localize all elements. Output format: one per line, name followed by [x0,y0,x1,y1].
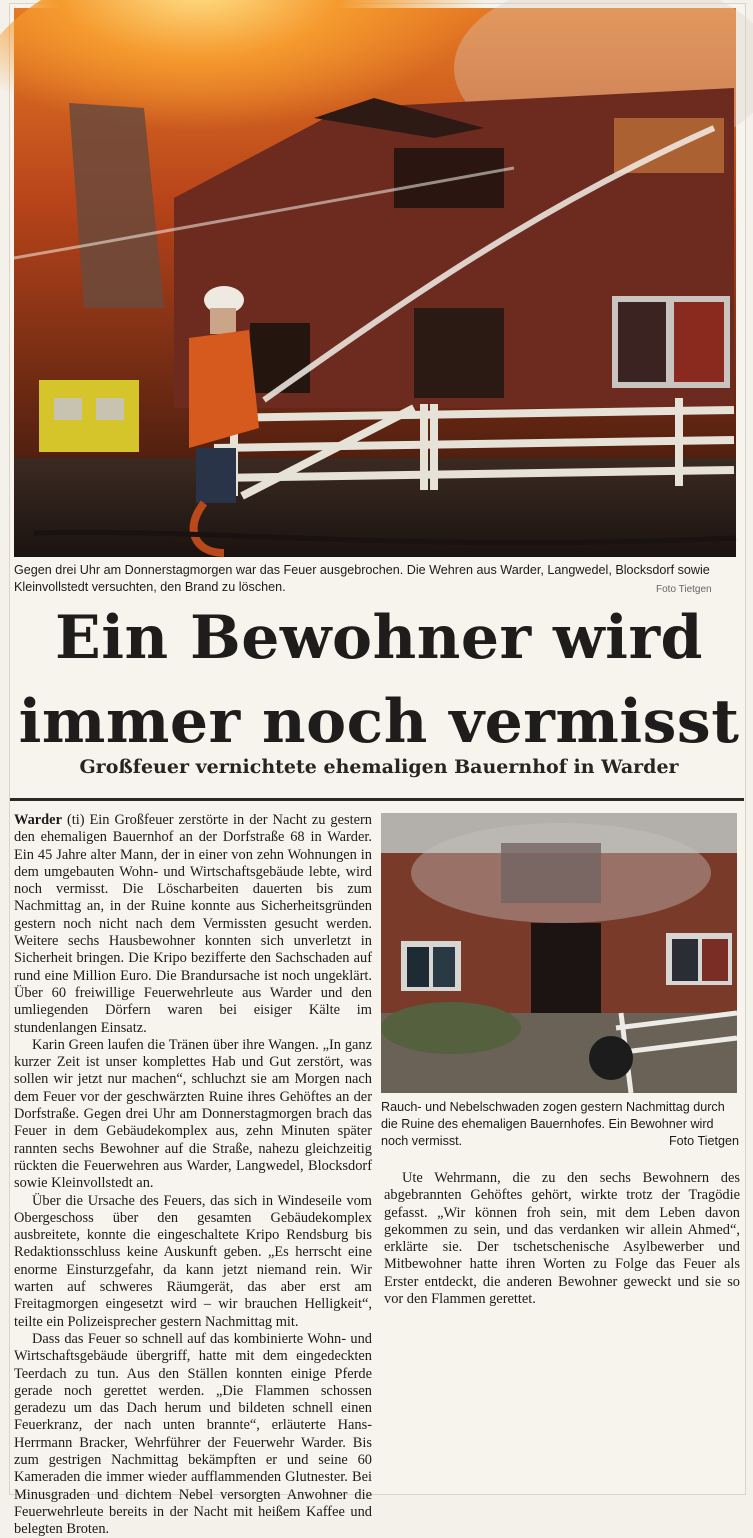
article-column-right [384,1170,740,1308]
ruin-photo-credit: Foto Tietgen [668,1134,739,1148]
fire-photo [14,8,736,557]
subheadline: Großfeuer vernichtete ehemaligen Bauernhof in Warder [79,756,679,778]
ruin-photo-caption [381,1099,739,1150]
headline: Ein Bewohner wird immer noch vermisst [18,603,740,757]
paragraph-3: Über die Ursache des Feuers, das sich in Windeseile vom Obergeschoss über den gesamten Gebäudekomplex ausbreitete, konnte die eingeschaltete Kripo Rendsburg bis Redaktionsschluss keine Auskunft geben. „Es herrscht eine enorme Einsturzgefahr, da kann jetzt niemand rein. Wir warten auf schweres Räumgerät, das aber erst am Freitagmorgen eingesetzt wird – wir brauchen Helligkeit“, teilte ein Polizeisprecher gestern Nachmittag mit. [14,1192,372,1330]
paragraph-5: Ute Wehrmann, die zu den sechs Bewohnern des abgebrannten Gehöftes gehört, wirkte trotz der Tragödie gefasst. „Wir können froh sein, mit dem Leben davon gekommen zu sein, und das verdanken wir allein Ahmed“, erklärte sie. Der tschetschenische Asylbewerber und Mitbewohner hatte ihren Worten zu Folge das Feuer als Erster entdeckt, die anderen Bewohner geweckt und sie so vor den Flammen gerettet. [384,1170,740,1308]
paragraph-1-text: (ti) Ein Großfeuer zerstörte in der Nacht zu gestern den ehemaligen Bauernhof an der Dorfstraße 68 in Warder. Ein 45 Jahre alter Mann, der in einer von zehn Wohnungen in dem umgebauten Wohn- und Wirtschaftsgebäude lebte, wird noch vermisst. Die Löscharbeiten dauerten bis zum Nachmittag an, in der Ruine konnte aus Sicherheitsgründen gestern noch nicht nach dem Vermissten gesucht werden. Weitere sechs Hausbewohner konnten sich unverletzt in Sicherheit bringen. Die Kripo bezifferte den Sachschaden auf rund eine Million Euro. Die Brandursache ist noch ungeklärt. Über 60 freiwillige Feuerwehrleute aus Warder und den umliegenden Dörfern waren bei eisiger Kälte im stundenlangen Einsatz. [14,812,372,1036]
paragraph-1 [14,812,372,1037]
ruin-photo-illustration [381,813,737,1093]
article-column-left [14,812,372,1538]
ruin-photo-caption-text: Rauch- und Nebelschwaden zogen gestern Nachmittag durch die Ruine des ehemaligen Bauernhofes. Ein Bewohner wird noch vermisst. [381,1100,725,1148]
top-photo-credit: Foto Tietgen [656,584,712,595]
dateline: Warder [14,812,62,828]
paragraph-2: Karin Green laufen die Tränen über ihre Wangen. „In ganz kurzer Zeit ist unser komplettes Hab und Gut zerstört, was sollen wir jetzt nur machen“, schluchzt sie am Morgen nach dem Feuer vor der geschwärzten Ruine ihres Gehöftes an der Dorfstraße. Gegen drei Uhr am Donnerstagmorgen brach das Feuer in dem Gebäudekomplex aus, zehn Minuten später rannten sechs Bewohner auf die Straße, nahezu gleichzeitig rückten die Feuerwehren aus Warder, Langwedel, Blocksdorf sowie Kleinvollstedt an. [14,1036,372,1192]
headline-rule [10,798,744,801]
top-photo-caption: Gegen drei Uhr am Donnerstagmorgen war das Feuer ausgebrochen. Die Wehren aus Warder, Langwedel, Blocksdorf sowie Kleinvollstedt versuchten, den Brand zu löschen. [14,563,710,594]
paragraph-4: Dass das Feuer so schnell auf das kombinierte Wohn- und Wirtschaftsgebäude übergriff, hatte mit dem eingedeckten Teerdach zu tun. Aus den Ställen konnten einige Pferde gerade noch gerettet werden. „Die Flammen schossen geradezu um das Dach herum und bildeten schnell einen Feuerkranz, der nach unten brannte“, erläuterte Hans-Herrmann Bracker, Wehrführer der Feuerwehr Warder. Bis zum gestrigen Nachmittag bekämpften er und seine 60 Kameraden die immer wieder aufflammenden Glutnester. Bei Minusgraden und dichtem Nebel versorgten Anwohner die Feuerwehrleute bereits in der Nacht mit heißem Kaffee und belegten Broten. [14,1330,372,1538]
fire-photo-illustration [14,8,736,557]
ruin-photo [381,813,737,1093]
